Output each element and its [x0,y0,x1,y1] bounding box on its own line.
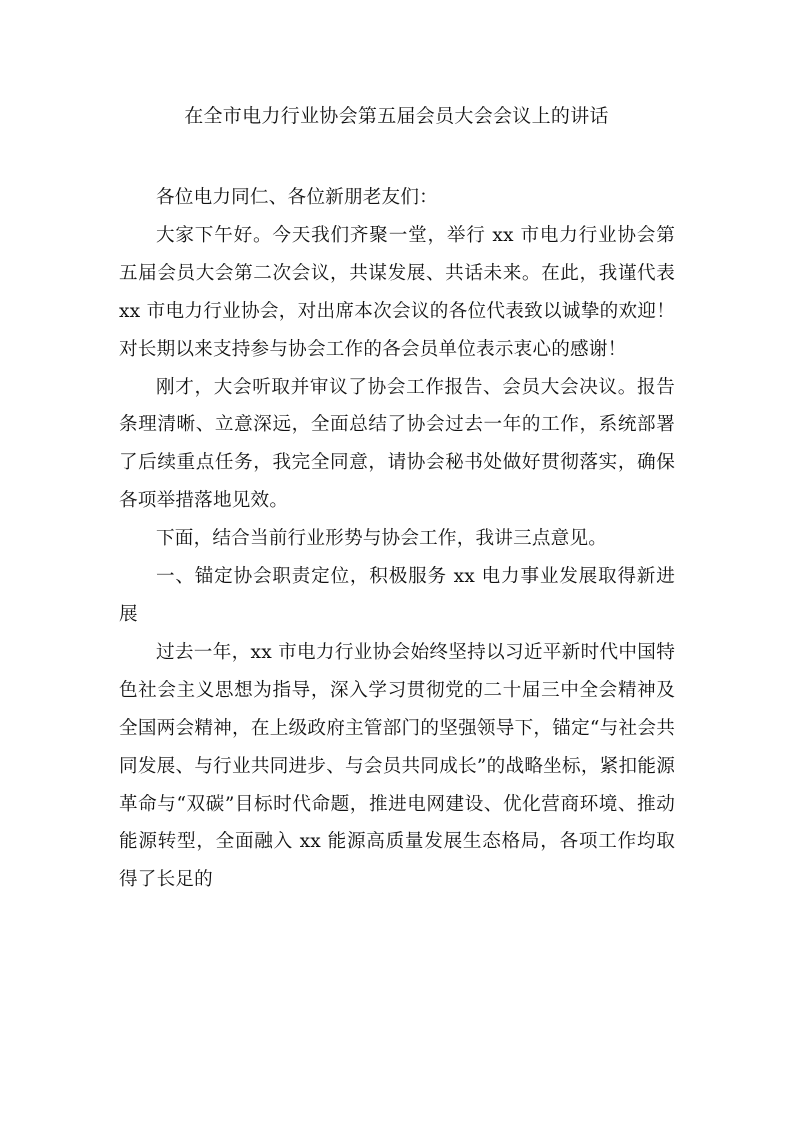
greeting-paragraph: 大家下午好。今天我们齐聚一堂，举行 xx 市电力行业协会第五届会员大会第二次会议，共谋发展、共话未来。在此，我谨代表 xx 市电力行业协会，对出席本次会议的各位代表致以诚挚的欢迎！对长期以来支持参与协会工作的各会员单位表示衷心的感谢！ [119,224,675,360]
review-paragraph: 刚才，大会听取并审议了协会工作报告、会员大会决议。报告条理清晰、立意深远，全面总结了协会过去一年的工作，系统部署了后续重点任务，我完全同意，请协会秘书处做好贯彻落实，确保各项举措落地见效。 [119,376,675,512]
section-heading-1: 一、锚定协会职责定位，积极服务 xx 电力事业发展取得新进展 [119,566,675,625]
salutation-paragraph: 各位电力同仁、各位新朋老友们： [156,187,438,208]
transition-paragraph: 下面，结合当前行业形势与协会工作，我讲三点意见。 [156,528,608,550]
document-body [119,179,675,899]
section-body-paragraph: 过去一年，xx 市电力行业协会始终坚持以习近平新时代中国特色社会主义思想为指导，深入学习贯彻党的二十届三中全会精神及全国两会精神，在上级政府主管部门的坚强领导下，锚定“与社会共同发展、与行业共同进步、与会员共同成长”的战略坐标，紧扣能源革命与“双碳”目标时代命题，推进电网建设、优化营商环境、推动能源转型，全面融入 xx 能源高质量发展生态格局，各项工作均取得了长足的 [119,641,675,891]
document-title: 在全市电力行业协会第五届会员大会会议上的讲话 [184,105,609,127]
